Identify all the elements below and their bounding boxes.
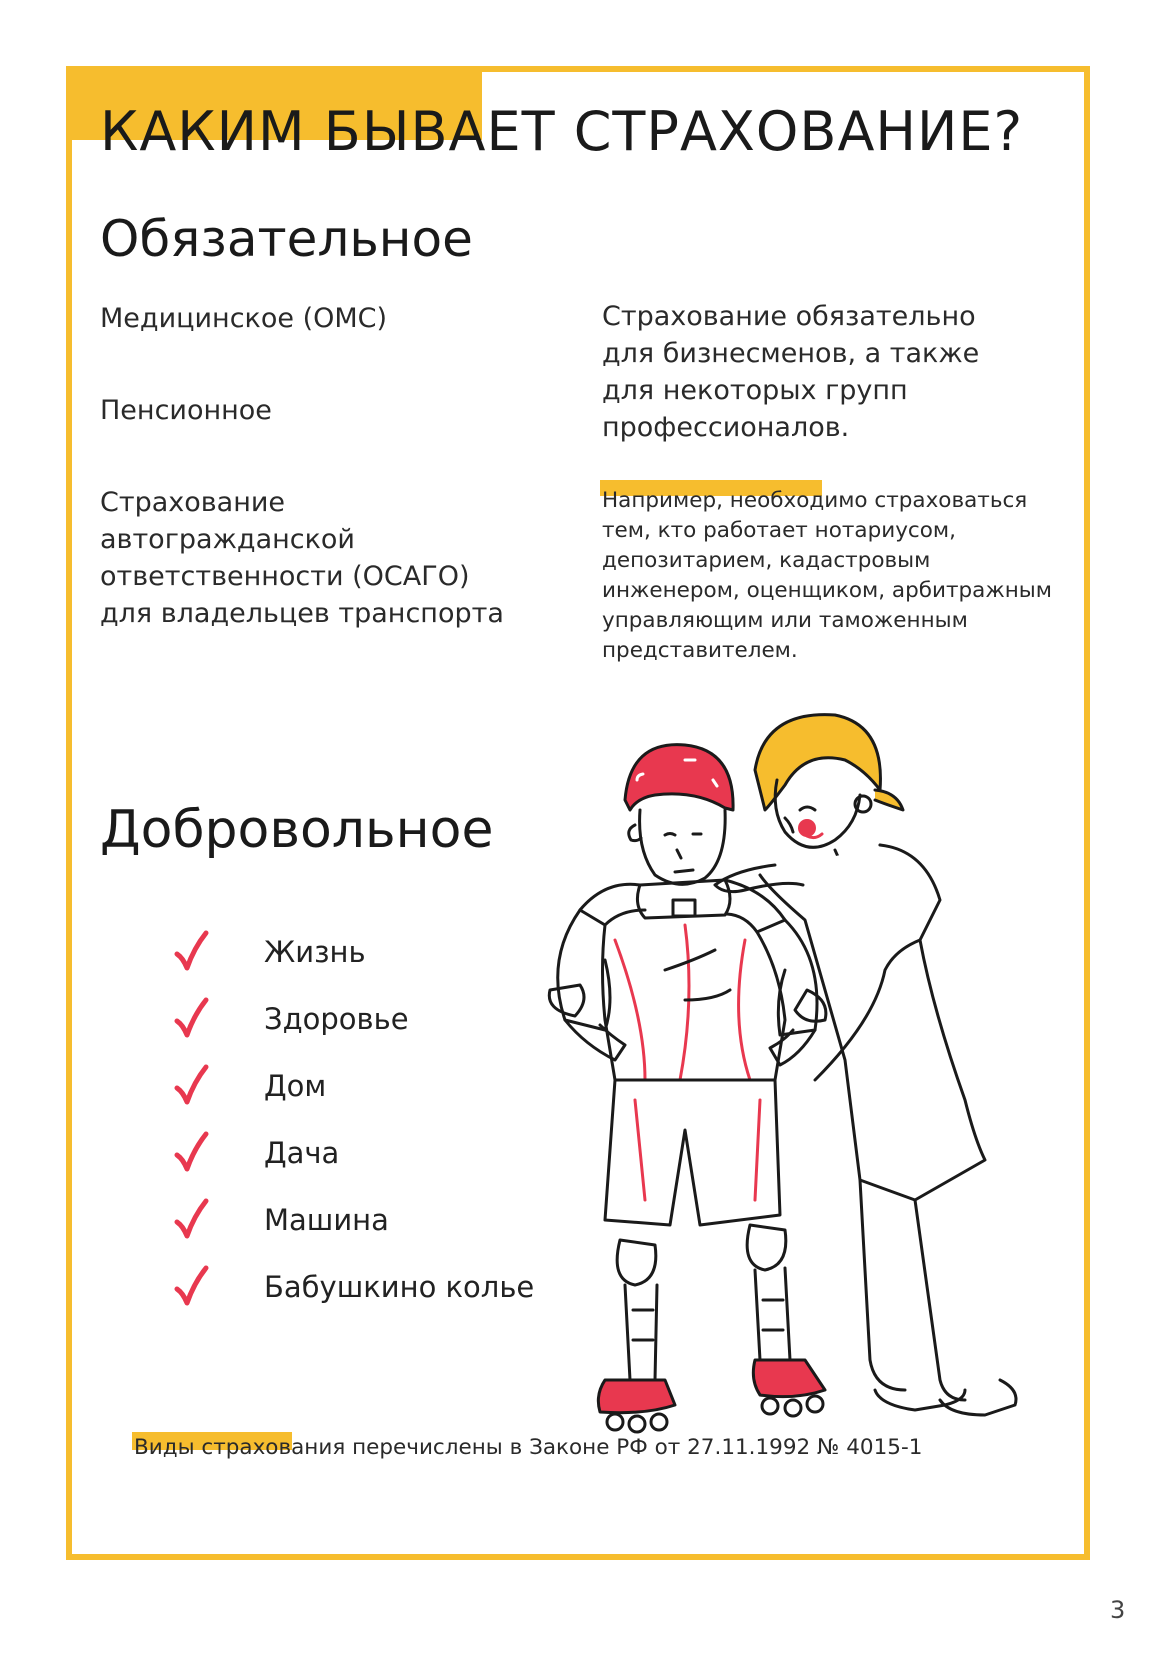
voluntary-heading: Добровольное [100,800,494,860]
mother-dress [760,845,985,1200]
list-item-label: Машина [264,1202,389,1237]
list-item [172,1186,534,1253]
check-icon [172,1265,216,1309]
child-shorts [605,1080,780,1225]
list-item-label: Жизнь [264,934,366,969]
child-torso [603,925,786,1080]
child-face [640,810,726,884]
list-item [172,918,534,985]
parent-child-roller-gear-illustration [545,700,1055,1510]
list-item [172,985,534,1052]
mandatory-item-pension: Пенсионное [100,395,272,426]
list-item [172,1052,534,1119]
list-item-label: Бабушкино колье [264,1269,535,1304]
mandatory-heading: Обязательное [100,210,473,268]
page-title: КАКИМ БЫВАЕТ СТРАХОВАНИЕ? [100,100,1024,163]
child-right-skate [753,1360,825,1397]
law-reference-note: Виды страхования перечислены в Законе РФ от 27.11.1992 № 4015-1 [134,1435,923,1460]
voluntary-list [172,918,534,1320]
list-item-label: Дача [264,1135,340,1170]
mandatory-description: Страхование обязательно для бизнесменов, а также для некоторых групп профессионалов. [602,301,980,443]
mandatory-example: Например, необходимо страховаться тем, кто работает нотариусом, депозитарием, кадастровым инженером, оценщиком, арбитражным управляющим или таможенным представителем. [602,488,1052,663]
mandatory-item-oms: Медицинское (ОМС) [100,303,388,334]
check-icon [172,1131,216,1175]
mandatory-item-osago: Страхование автогражданской ответственности (ОСАГО) для владельцев транспорта [100,487,504,629]
check-icon [172,930,216,974]
check-icon [172,1198,216,1242]
child-knee-pads [617,1225,786,1285]
check-icon [172,997,216,1041]
child-left-skate [598,1380,675,1413]
list-item [172,1119,534,1186]
list-item-label: Здоровье [264,1001,409,1036]
list-item-label: Дом [264,1068,327,1103]
page-number: 3 [1110,1596,1126,1624]
mother-ponytail [875,790,903,810]
list-item [172,1253,534,1320]
mother-legs [860,1180,965,1400]
child-helmet [625,745,733,810]
check-icon [172,1064,216,1108]
